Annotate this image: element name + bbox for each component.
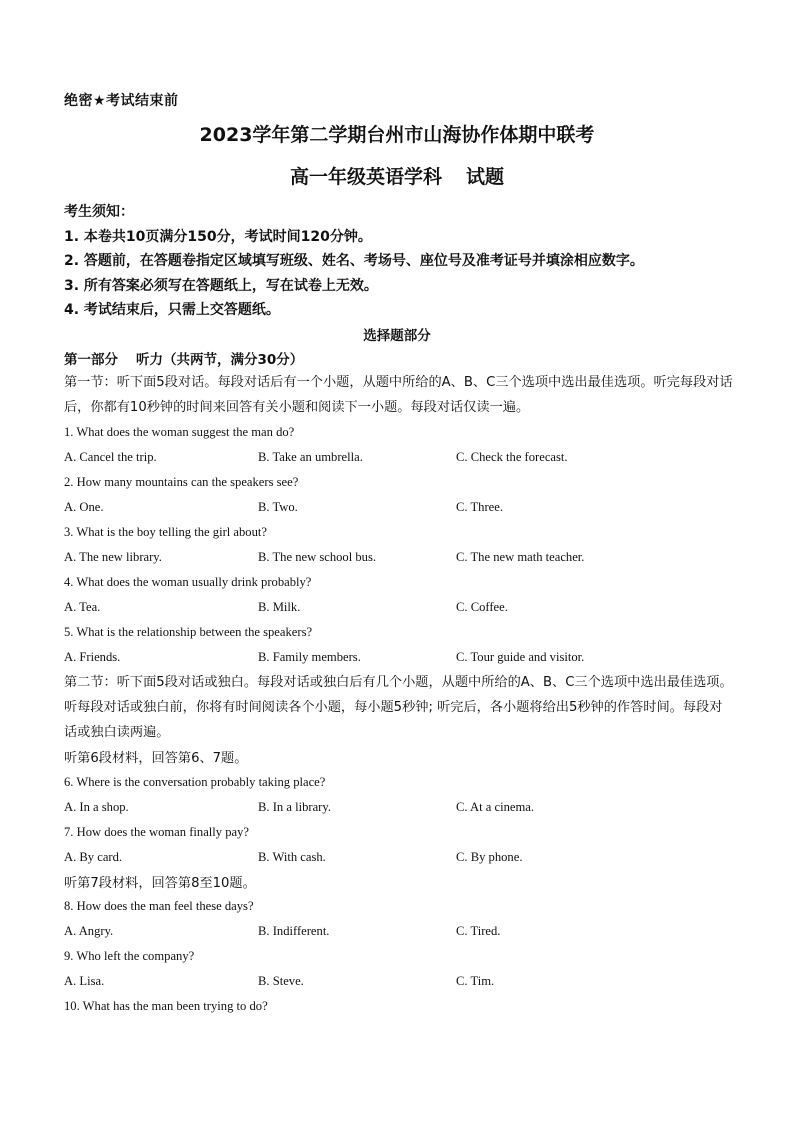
option-a: A. By card. bbox=[64, 850, 123, 864]
option-c: C. Tour guide and visitor. bbox=[456, 650, 585, 664]
option-a: A. Friends. bbox=[64, 650, 121, 664]
option-b: B. Milk. bbox=[258, 600, 301, 614]
question-text: 1. What does the woman suggest the man do? bbox=[64, 425, 295, 439]
paper-type-label: 试题 bbox=[466, 166, 505, 188]
part-title bbox=[64, 348, 303, 368]
section1-instructions: 第一节：听下面5段对话。每段对话后有一个小题，从题中所给的A、B、C三个选项中选出最佳选项。听完每段对话后，你都有10秒钟的时间来回答有关小题和阅读下一小题。每段对话仅读一遍。 bbox=[64, 375, 733, 415]
option-b: B. With cash. bbox=[258, 850, 326, 864]
notice-item: 1. 本卷共10页满分150分，考试时间120分钟。 bbox=[64, 229, 372, 245]
option-b: B. Two. bbox=[258, 500, 298, 514]
section2-instructions: 第二节：听下面5段对话或独白。每段对话或独白后有几个小题，从题中所给的A、B、C三个选项中选出最佳选项。听每段对话或独白前，你将有时间阅读各个小题，每小题5秒钟; 听完后，各小题将给出5秒钟的作答时间。每段对话或独白读两遍。 bbox=[64, 675, 733, 740]
notice-item: 4. 考试结束后，只需上交答题纸。 bbox=[64, 302, 280, 318]
option-c: C. At a cinema. bbox=[456, 800, 534, 814]
question-text: 8. How does the man feel these days? bbox=[64, 899, 254, 913]
exam-subtitle bbox=[0, 162, 794, 189]
confidential-label: 绝密★考试结束前 bbox=[64, 93, 179, 109]
question-text: 5. What is the relationship between the speakers? bbox=[64, 625, 313, 639]
option-c: C. Coffee. bbox=[456, 600, 508, 614]
notice-item: 3. 所有答案必须写在答题纸上，写在试卷上无效。 bbox=[64, 278, 378, 294]
exam-title: 2023学年第二学期台州市山海协作体期中联考 bbox=[199, 124, 595, 146]
question-text: 3. What is the boy telling the girl about? bbox=[64, 525, 267, 539]
option-c: C. By phone. bbox=[456, 850, 523, 864]
option-a: A. One. bbox=[64, 500, 104, 514]
question-text: 10. What has the man been trying to do? bbox=[64, 999, 268, 1013]
material-note: 听第7段材料，回答第8至10题。 bbox=[64, 876, 256, 891]
option-a: A. Lisa. bbox=[64, 974, 105, 988]
option-b: B. Steve. bbox=[258, 974, 304, 988]
option-b: B. Indifferent. bbox=[258, 924, 330, 938]
option-b: B. The new school bus. bbox=[258, 550, 376, 564]
notice-item: 2. 答题前，在答题卷指定区域填写班级、姓名、考场号、座位号及准考证号并填涂相应数字。 bbox=[64, 253, 644, 269]
option-b: B. In a library. bbox=[258, 800, 331, 814]
option-a: A. Cancel the trip. bbox=[64, 450, 157, 464]
option-a: A. In a shop. bbox=[64, 800, 129, 814]
notice-heading: 考生须知： bbox=[64, 204, 134, 220]
option-b: B. Family members. bbox=[258, 650, 361, 664]
question-text: 4. What does the woman usually drink probably? bbox=[64, 575, 312, 589]
option-c: C. Check the forecast. bbox=[456, 450, 568, 464]
option-c: C. Tim. bbox=[456, 974, 495, 988]
option-a: A. The new library. bbox=[64, 550, 162, 564]
section-title: 选择题部分 bbox=[363, 328, 431, 344]
question-text: 2. How many mountains can the speakers see? bbox=[64, 475, 299, 489]
option-a: A. Angry. bbox=[64, 924, 114, 938]
question-text: 7. How does the woman finally pay? bbox=[64, 825, 250, 839]
option-c: C. Tired. bbox=[456, 924, 501, 938]
subject-label: 高一年级英语学科 bbox=[289, 166, 442, 188]
material-note: 听第6段材料，回答第6、7题。 bbox=[64, 751, 248, 766]
option-a: A. Tea. bbox=[64, 600, 101, 614]
part-description: 听力（共两节，满分30分） bbox=[136, 352, 304, 368]
option-c: C. The new math teacher. bbox=[456, 550, 585, 564]
question-text: 6. Where is the conversation probably taking place? bbox=[64, 775, 326, 789]
option-b: B. Take an umbrella. bbox=[258, 450, 363, 464]
part-label: 第一部分 bbox=[64, 352, 118, 368]
option-c: C. Three. bbox=[456, 500, 503, 514]
question-text: 9. Who left the company? bbox=[64, 949, 195, 963]
